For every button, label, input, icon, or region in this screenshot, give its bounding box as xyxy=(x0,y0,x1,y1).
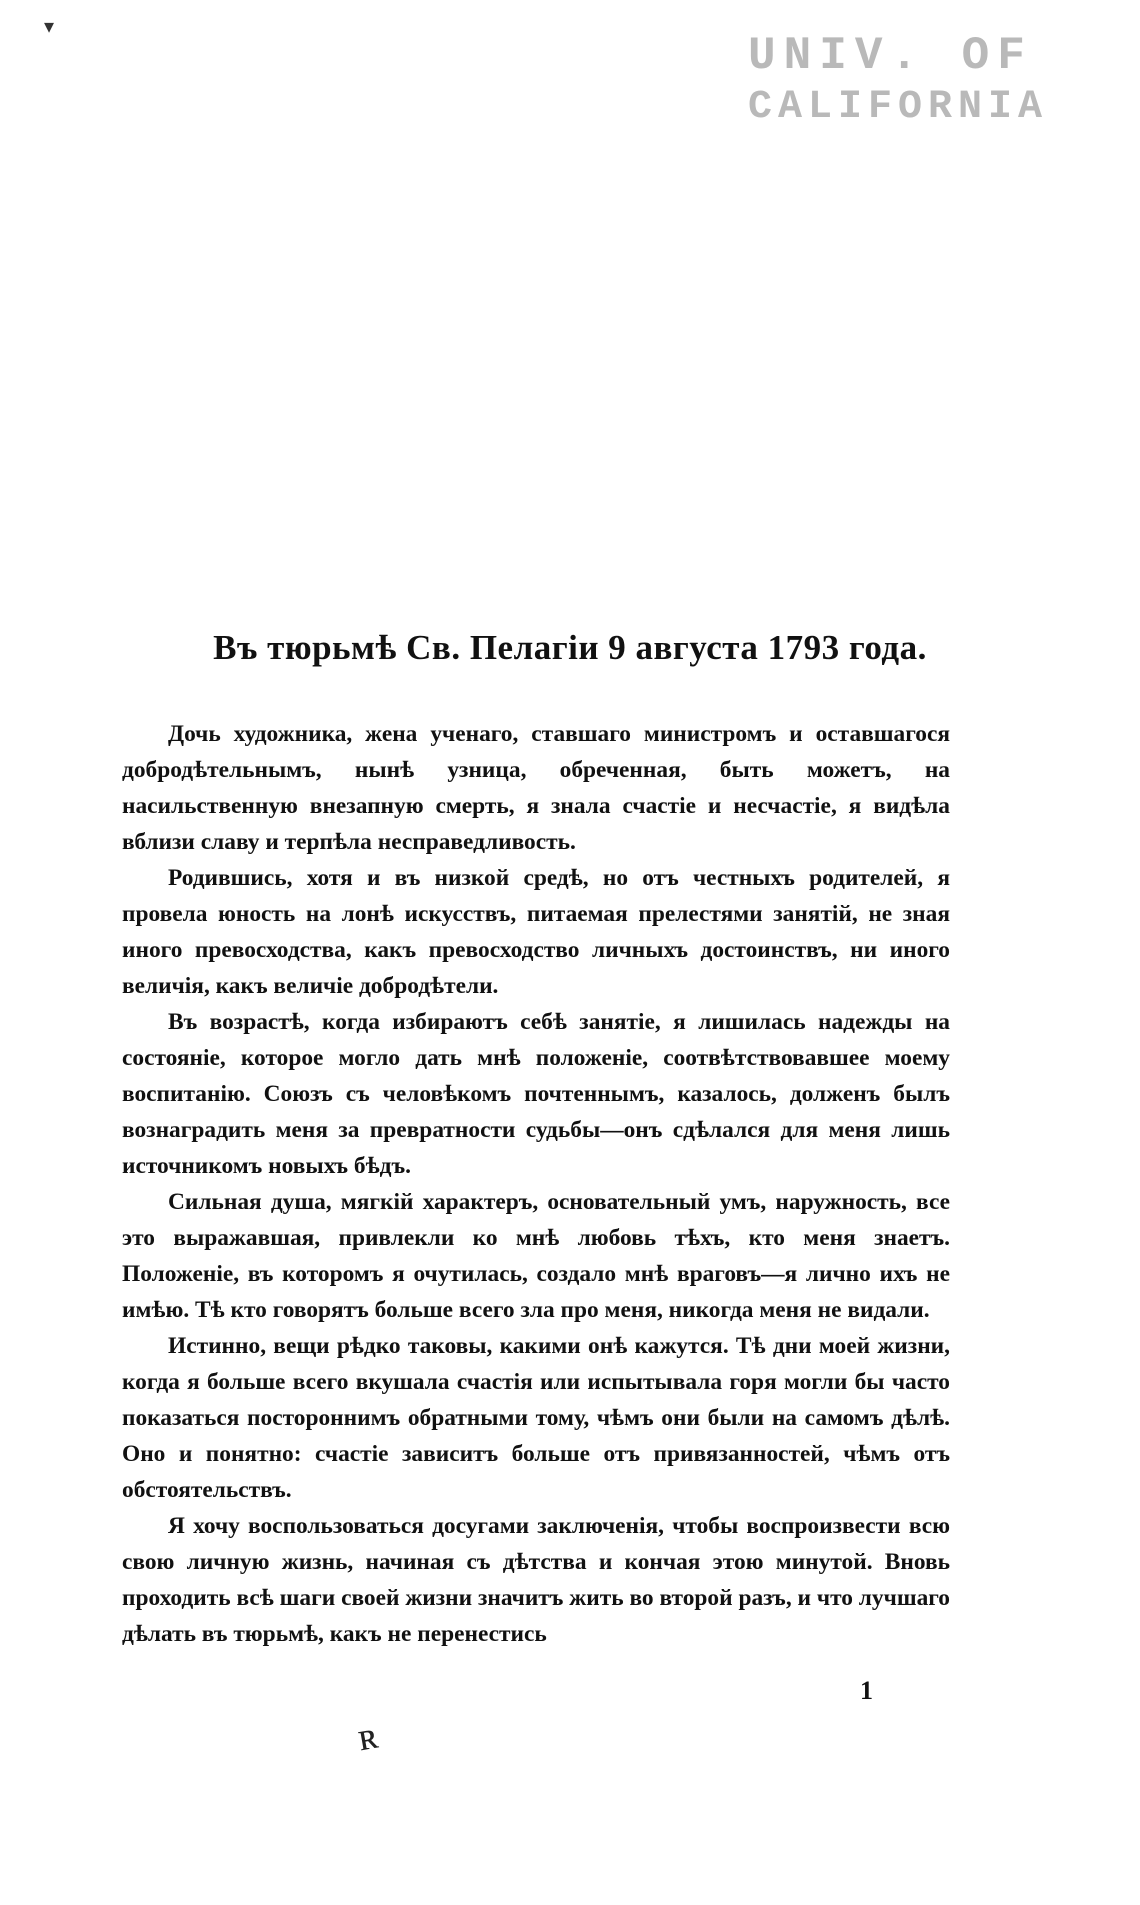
paragraph: Дочь художника, жена ученаго, ставшаго министромъ и оставшагося добродѣтельнымъ, нынѣ узница, обреченная, быть можетъ, на насильственную внезапную смерть, я знала счастіе и несчастіе, я видѣла вблизи славу и терпѣла несправедливость. xyxy=(122,721,950,855)
handwritten-mark: ʀ xyxy=(354,1711,382,1760)
library-stamp xyxy=(748,30,1048,134)
paragraph: Сильная душа, мягкій характеръ, основательный умъ, наружность, все это выражавшая, привлекли ко мнѣ любовь тѣхъ, кто меня знаетъ. Положеніе, въ которомъ я очутилась, создало мнѣ враговъ—я лично ихъ не имѣю. Тѣ кто говорятъ больше всего зла про меня, никогда меня не видали. xyxy=(122,1189,950,1323)
paragraph: Я хочу воспользоваться досугами заключенія, чтобы воспроизвести всю свою личную жизнь, начиная съ дѣтства и кончая этою минутой. Вновь проходить всѣ шаги своей жизни значитъ жить во второй разъ, и что лучшаго дѣлать въ тюрьмѣ, какъ не перенестись xyxy=(122,1513,950,1647)
body-text xyxy=(122,716,950,1652)
page-number: 1 xyxy=(860,1676,873,1705)
paragraph: Истинно, вещи рѣдко таковы, какими онѣ кажутся. Тѣ дни моей жизни, когда я больше всего вкушала счастія или испытывала горя могли бы часто показаться постороннимъ обратными тому, чѣмъ они были на самомъ дѣлѣ. Оно и понятно: счастіе зависитъ больше отъ привязанностей, чѣмъ отъ обстоятельствъ. xyxy=(122,1333,950,1503)
stamp-line-1: UNIV. OF xyxy=(748,30,1033,82)
chapter-title: Въ тюрьмѣ Св. Пелагіи 9 августа 1793 года. xyxy=(213,628,927,667)
stamp-line-2: CALIFORNIA xyxy=(748,85,1049,130)
paragraph: Въ возрастѣ, когда избираютъ себѣ занятіе, я лишилась надежды на состояніе, которое могло дать мнѣ положеніе, соотвѣтствовавшее моему воспитанію. Союзъ съ человѣкомъ почтеннымъ, казалось, долженъ былъ вознаградить меня за превратности судьбы—онъ сдѣлался для меня лишь источникомъ новыхъ бѣдъ. xyxy=(122,1009,950,1179)
paragraph: Родившись, хотя и въ низкой средѣ, но отъ честныхъ родителей, я провела юность на лонѣ искусствъ, питаемая прелестями занятій, не зная иного превосходства, какъ превосходство личныхъ достоинствъ, ни иного величія, какъ величіе добродѣтели. xyxy=(122,865,950,999)
scan-corner-mark: ▾ xyxy=(44,16,55,38)
